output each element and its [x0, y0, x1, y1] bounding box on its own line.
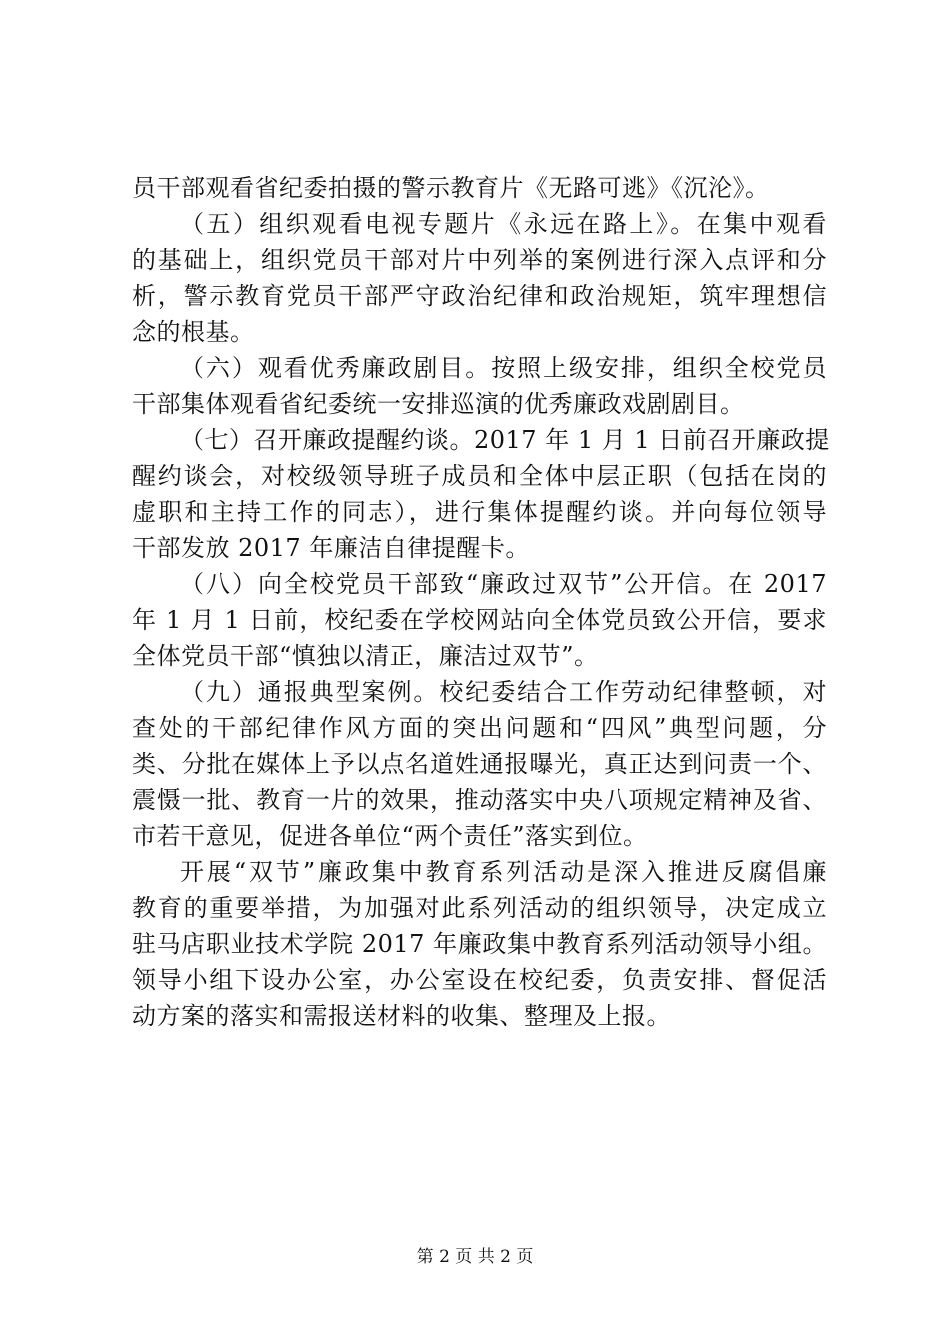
- page-number: 第 2 页 共 2 页: [416, 1247, 534, 1267]
- page-footer: [0, 1245, 950, 1269]
- paragraph: [132, 206, 827, 350]
- text-line: 念的根基。: [132, 318, 255, 346]
- text-line: 析，警示教育党员干部严守政治纪律和政治规矩，筑牢理想信: [132, 282, 827, 310]
- text-line: （七）召开廉政提醒约谈。2017 年 1 月 1 日前召开廉政提: [180, 426, 830, 454]
- paragraph: [132, 566, 827, 674]
- text-line: 震慑一批、教育一片的效果，推动落实中央八项规定精神及省、: [132, 786, 827, 814]
- paragraph: [132, 170, 827, 206]
- paragraph: [132, 674, 827, 854]
- text-line: 驻马店职业技术学院 2017 年廉政集中教育系列活动领导小组。: [132, 930, 827, 958]
- text-line: （六）观看优秀廉政剧目。按照上级安排，组织全校党员: [180, 354, 827, 382]
- text-line: 醒约谈会，对校级领导班子成员和全体中层正职（包括在岗的: [132, 462, 827, 490]
- text-line: 年 1 月 1 日前，校纪委在学校网站向全体党员致公开信，要求: [132, 606, 827, 634]
- text-line: 市若干意见，促进各单位“两个责任”落实到位。: [132, 822, 648, 850]
- paragraph: [132, 854, 827, 1034]
- text-line: 员干部观看省纪委拍摄的警示教育片《无路可逃》《沉沦》。: [132, 174, 770, 202]
- text-line: （九）通报典型案例。校纪委结合工作劳动纪律整顿，对: [180, 678, 827, 706]
- document-body: [132, 170, 830, 1034]
- text-line: 干部集体观看省纪委统一安排巡演的优秀廉政戏剧剧目。: [132, 390, 745, 418]
- text-line: （八）向全校党员干部致“廉政过双节”公开信。在 2017: [180, 570, 827, 598]
- text-line: 开展“双节”廉政集中教育系列活动是深入推进反腐倡廉: [180, 858, 827, 886]
- paragraph: [132, 422, 830, 566]
- text-line: 教育的重要举措，为加强对此系列活动的组织领导，决定成立: [132, 894, 827, 922]
- text-line: 全体党员干部“慎独以清正，廉洁过双节”。: [132, 642, 599, 670]
- text-line: 动方案的落实和需报送材料的收集、整理及上报。: [132, 1002, 671, 1030]
- text-line: 的基础上，组织党员干部对片中列举的案例进行深入点评和分: [132, 246, 827, 274]
- text-line: 虚职和主持工作的同志），进行集体提醒约谈。并向每位领导: [132, 498, 827, 526]
- text-line: （五）组织观看电视专题片《永远在路上》。在集中观看: [180, 210, 827, 238]
- text-line: 类、分批在媒体上予以点名道姓通报曝光，真正达到问责一个、: [132, 750, 827, 778]
- text-line: 领导小组下设办公室，办公室设在校纪委，负责安排、督促活: [132, 966, 827, 994]
- text-line: 查处的干部纪律作风方面的突出问题和“四风”典型问题，分: [132, 714, 827, 742]
- paragraph: [132, 350, 827, 422]
- text-line: 干部发放 2017 年廉洁自律提醒卡。: [132, 534, 530, 562]
